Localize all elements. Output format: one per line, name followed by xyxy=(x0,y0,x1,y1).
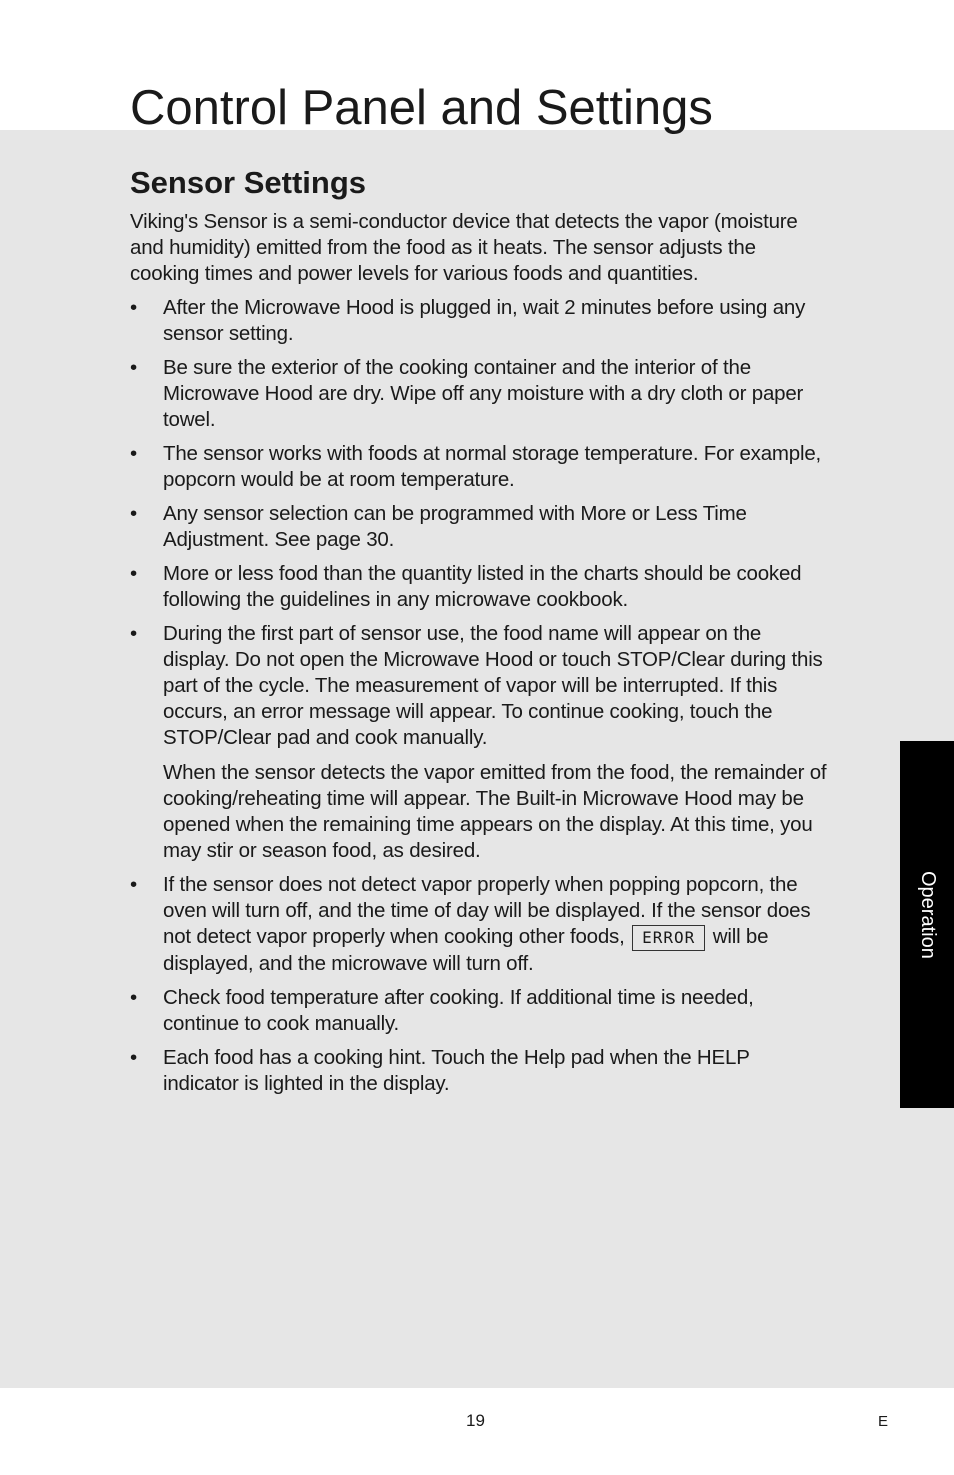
list-item-text: Be sure the exterior of the cooking container and the interior of the Microwave Hood are dry. Wipe off any moisture with a dry cloth or paper towel. xyxy=(163,356,804,431)
page-title: Control Panel and Settings xyxy=(130,81,713,135)
bullet-marker: • xyxy=(130,356,137,379)
side-tab-label: Operation xyxy=(917,871,939,959)
bullet-marker: • xyxy=(130,622,137,645)
list-item-text: Each food has a cooking hint. Touch the Help pad when the HELP indicator is lighted in the display. xyxy=(163,1046,750,1095)
bullet-marker: • xyxy=(130,502,137,525)
list-item xyxy=(130,295,830,347)
list-item-text: Check food temperature after cooking. If additional time is needed, continue to cook manually. xyxy=(163,986,754,1035)
list-item-text: will be displayed, and the microwave will turn off. xyxy=(163,925,769,975)
bullet-marker: • xyxy=(130,296,137,319)
bullet-marker: • xyxy=(130,873,137,896)
language-code: E xyxy=(878,1413,889,1430)
list-item-text: More or less food than the quantity listed in the charts should be cooked following the guidelines in any microwave cookbook. xyxy=(163,562,802,611)
bullet-list xyxy=(130,295,830,1097)
list-item xyxy=(130,985,830,1037)
list-item xyxy=(130,621,830,864)
bullet-marker: • xyxy=(130,986,137,1009)
list-item-text: After the Microwave Hood is plugged in, wait 2 minutes before using any sensor setting. xyxy=(163,296,806,345)
sensor-settings-section xyxy=(130,165,830,1105)
section-side-tab xyxy=(900,741,954,1108)
list-item-text: During the first part of sensor use, the food name will appear on the display. Do not open the Microwave Hood or touch STOP/Clear during this part of the cycle. The measurement of vapor will be interrupted. If this occurs, an error message will appear. To continue cooking, touch the STOP/Clear pad and cook manually. xyxy=(163,622,823,749)
list-item-subparagraph: When the sensor detects the vapor emitted from the food, the remainder of cooking/reheating time will appear. The Built-in Microwave Hood may be opened when the remaining time appears on the display. At this time, you may stir or season food, as desired. xyxy=(163,761,827,862)
list-item xyxy=(130,1045,830,1097)
bullet-marker: • xyxy=(130,562,137,585)
error-display-readout: ERROR xyxy=(632,925,705,951)
intro-paragraph: Viking's Sensor is a semi-conductor device that detects the vapor (moisture and humidity) emitted from the food as it heats. The sensor adjusts the cooking times and power levels for various foods and quantities. xyxy=(130,210,798,285)
list-item xyxy=(130,355,830,433)
page-number: 19 xyxy=(466,1411,485,1430)
bullet-marker: • xyxy=(130,1046,137,1069)
list-item xyxy=(130,561,830,613)
list-item xyxy=(130,441,830,493)
list-item-text: Any sensor selection can be programmed with More or Less Time Adjustment. See page 30. xyxy=(163,502,747,551)
section-title: Sensor Settings xyxy=(130,165,366,200)
list-item-text: If the sensor does not detect vapor properly when popping popcorn, the oven will turn off, and the time of day will be displayed. If the sensor does not detect vapor properly when cooking other foods, xyxy=(163,873,811,948)
list-item xyxy=(130,501,830,553)
bullet-marker: • xyxy=(130,442,137,465)
list-item-text: The sensor works with foods at normal storage temperature. For example, popcorn would be at room temperature. xyxy=(163,442,822,491)
list-item xyxy=(130,872,830,977)
